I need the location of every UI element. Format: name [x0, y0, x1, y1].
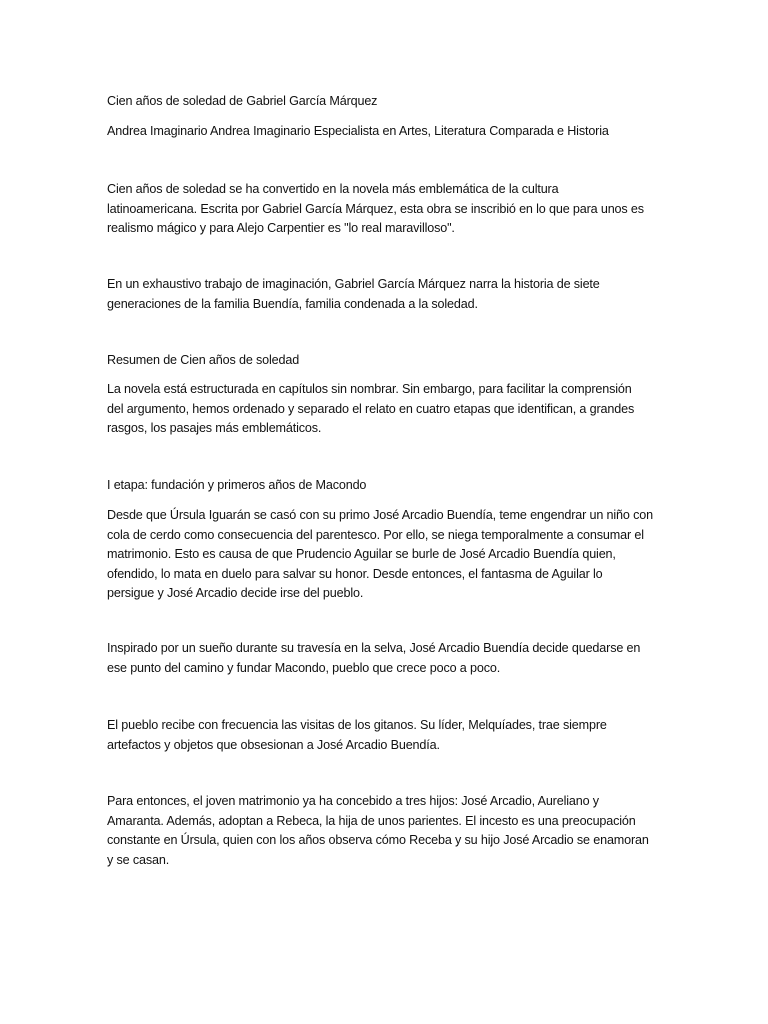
summary-paragraph — [107, 380, 667, 439]
document-title-text: Cien años de soledad de Gabriel García Márquez — [107, 94, 378, 108]
stage-p1-line-4: ofendido, lo mata en duelo para salvar su honor. Desde entonces, el fantasma de Aguilar lo — [107, 566, 603, 581]
summary-line-1: La novela está estructurada en capítulos sin nombrar. Sin embargo, para facilitar la comprensión — [107, 382, 632, 396]
stage-p3-line-2: artefactos y objetos que obsesionan a José Arcadio Buendía. — [107, 737, 440, 752]
stage-p4-line-2: Amaranta. Además, adoptan a Rebeca, la hija de unos parientes. El incesto es una preocupación — [107, 813, 636, 828]
stage-p1-line-2: cola de cerdo como consecuencia del parentesco. Por ello, se niega temporalmente a consumar el — [107, 527, 644, 542]
intro-line-1: Cien años de soledad se ha convertido en la novela más emblemática de la cultura — [107, 182, 559, 196]
stage-heading-text: I etapa: fundación y primeros años de Macondo — [107, 478, 367, 492]
summary-line-3: rasgos, los pasajes más emblemáticos. — [107, 421, 322, 436]
stage-p2-line-2: ese punto del camino y fundar Macondo, pueblo que crece poco a poco. — [107, 660, 501, 675]
stage-p4-line-4: y se casan. — [107, 852, 170, 867]
stage-paragraph-2 — [107, 639, 667, 678]
intro-paragraph — [107, 180, 667, 239]
author-byline-text: Andrea Imaginario Andrea Imaginario Especialista en Artes, Literatura Comparada e Historia — [107, 124, 609, 138]
intro-line-2: latinoamericana. Escrita por Gabriel García Márquez, esta obra se inscribió en lo que para unos es — [107, 201, 644, 216]
stage-p1-line-3: matrimonio. Esto es causa de que Prudencio Aguilar se burle de José Arcadio Buendía quien, — [107, 547, 616, 562]
document-title — [107, 92, 667, 112]
stage-p1-line-1: Desde que Úrsula Iguarán se casó con su primo José Arcadio Buendía, teme engendrar un niño con — [107, 508, 653, 522]
stage-p4-line-1: Para entonces, el joven matrimonio ya ha concebido a tres hijos: José Arcadio, Aureliano y — [107, 794, 599, 808]
stage-p1-line-5: persigue y José Arcadio decide irse del pueblo. — [107, 586, 364, 601]
stage-paragraph-4 — [107, 792, 667, 870]
second-line-1: En un exhaustivo trabajo de imaginación, Gabriel García Márquez narra la historia de siete — [107, 277, 600, 291]
stage-paragraph-1 — [107, 506, 667, 604]
second-paragraph — [107, 275, 667, 314]
stage-p2-line-1: Inspirado por un sueño durante su travesía en la selva, José Arcadio Buendía decide quedarse en — [107, 641, 641, 655]
intro-line-3: realismo mágico y para Alejo Carpentier es "lo real maravilloso". — [107, 221, 455, 236]
stage-p4-line-3: constante en Úrsula, quien con los años observa cómo Receba y su hijo José Arcadio se enamoran — [107, 833, 649, 848]
summary-heading-text: Resumen de Cien años de soledad — [107, 353, 300, 367]
summary-heading — [107, 351, 667, 371]
summary-line-2: del argumento, hemos ordenado y separado el relato en cuatro etapas que identifican, a grandes — [107, 401, 635, 416]
stage-heading — [107, 476, 667, 496]
stage-p3-line-1: El pueblo recibe con frecuencia las visitas de los gitanos. Su líder, Melquíades, trae siempre — [107, 718, 607, 732]
second-line-2: generaciones de la familia Buendía, familia condenada a la soledad. — [107, 296, 478, 311]
stage-paragraph-3 — [107, 716, 667, 755]
author-byline — [107, 122, 667, 142]
